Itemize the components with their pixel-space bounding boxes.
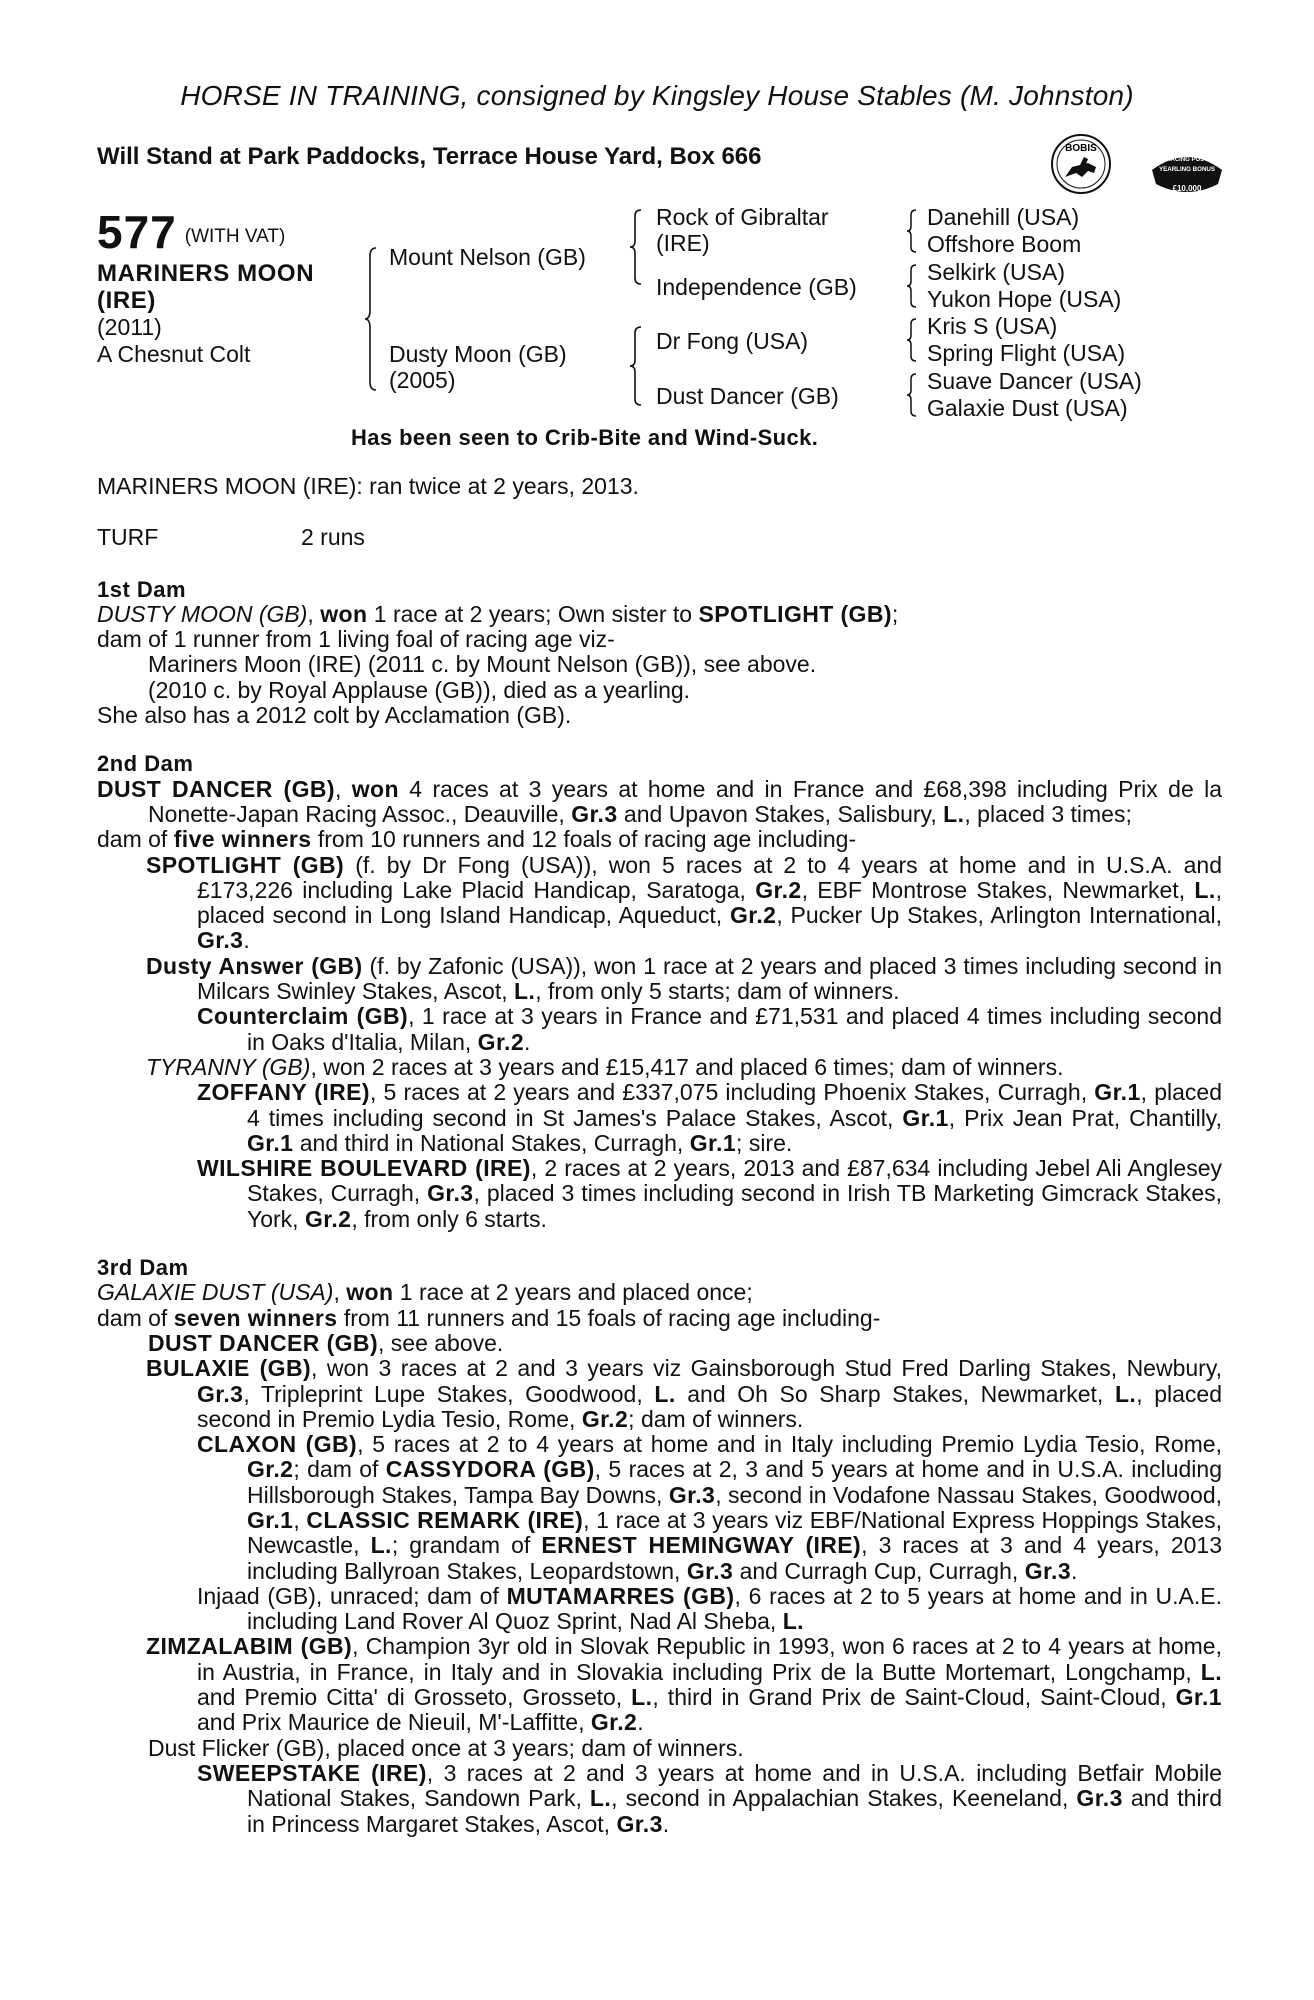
bobis-logo [1050, 133, 1112, 195]
bonus-logo-amount: £10,000 [1172, 184, 1202, 193]
text-segment: , Tripleprint Lupe Stakes, Goodwood, [243, 1380, 655, 1407]
bold-segment: won [346, 1279, 394, 1306]
bold-segment: Gr.2 [477, 1028, 525, 1055]
bold-segment: Gr.1 [689, 1129, 737, 1156]
bold-segment: Gr.1 [902, 1104, 949, 1131]
pedigree-brace-sire [629, 208, 643, 286]
text-segment: 1 race at 2 years and placed once; [393, 1279, 753, 1306]
text-segment: , placed 3 times including second in Irish TB Marketing Gimcrack Stakes, York, [247, 1180, 1223, 1232]
bold-segment: L. [1194, 876, 1216, 903]
text-segment: ; dam of [293, 1456, 386, 1483]
text-segment: and Oh So Sharp Stakes, Newmarket, [675, 1380, 1115, 1407]
bold-segment: Gr.3 [616, 1810, 663, 1837]
pedigree-brace-main [364, 246, 378, 392]
text-segment: , placed 3 times; [964, 800, 1132, 827]
text-segment: , third in Grand Prix de Saint-Cloud, Saint-Cloud, [652, 1684, 1176, 1711]
text-segment: and third in National Stakes, Curragh, [293, 1129, 690, 1156]
bold-segment: Gr.2 [304, 1205, 352, 1232]
bold-segment: CLASSIC REMARK (IRE) [306, 1506, 584, 1533]
italic-segment: TYRANNY (GB) [146, 1053, 311, 1080]
pedigree-sss: Danehill (USA) [927, 204, 1080, 230]
bold-segment: Dusty Answer (GB) [146, 952, 363, 979]
bold-segment: L. [654, 1380, 676, 1407]
text-segment: , Champion 3yr old in Slovak Republic in 1993, won 6 races at 2 to 4 years at home, in Austria, in France, in Italy and in Slovakia including Prix de la Butte Mortemart, Longchamp, [197, 1633, 1222, 1685]
text-segment: , Prix Jean Prat, Chantilly, [948, 1104, 1222, 1131]
text-segment: ; sire. [736, 1129, 793, 1156]
text-segment: (f. by Dr Fong (USA)), won 5 races at 2 to 4 years at home and in U.S.A. and £173,226 including Lake Placid Handicap, Saratoga, [197, 851, 1222, 903]
horse-description: A Chesnut Colt [97, 341, 251, 367]
entry-sweepstake [97, 1761, 1222, 1837]
second-dam-intro [97, 777, 1222, 828]
bold-segment: L. [1114, 1380, 1137, 1407]
text-segment: , second in Vodafone Nassau Stakes, Goodwood, [715, 1481, 1223, 1508]
pedigree-dam [389, 341, 567, 393]
vat-label: (WITH VAT) [184, 226, 286, 247]
bold-segment: Gr.3 [668, 1481, 716, 1508]
second-dam-produce [97, 827, 1222, 852]
lot-number: 577 [97, 206, 177, 258]
third-dam-heading: 3rd Dam [97, 1255, 189, 1281]
entry-spotlight [97, 853, 1222, 954]
entry-bulaxie [97, 1356, 1222, 1432]
text-segment: . [637, 1709, 644, 1736]
italic-segment: GALAXIE DUST (USA) [97, 1279, 334, 1306]
text-segment: , [333, 1279, 347, 1306]
text-segment: , [334, 775, 352, 802]
text-segment: , [293, 1506, 307, 1533]
third-dam-produce [97, 1306, 1222, 1331]
bold-segment: Gr.2 [755, 876, 802, 903]
pedigree-sdd: Yukon Hope (USA) [927, 286, 1122, 312]
text-segment: and third in Princess Margaret Stakes, Ascot, [247, 1785, 1222, 1837]
entry-counterclaim [97, 1004, 1222, 1055]
text-segment: . [662, 1810, 670, 1837]
bold-segment: seven winners [173, 1304, 338, 1331]
text-segment: (f. by Zafonic (USA)), won 1 race at 2 years and placed 3 times including second in Milcars Swinley Stakes, Ascot, [197, 952, 1223, 1005]
bonus-logo-mid: YEARLING BONUS [1158, 166, 1216, 173]
bold-segment: Gr.1 [247, 1506, 294, 1533]
pedigree-brace-dds [906, 372, 918, 418]
text-segment: , 3 races at 2 and 3 years at home and in U.S.A. including Betfair Mobile National Stakes, Sandown Park, [247, 1759, 1223, 1812]
pedigree-sire-sire [656, 204, 829, 256]
pedigree-brace-dam [629, 325, 643, 407]
text-segment: , placed second in Long Island Handicap, Aqueduct, [197, 876, 1223, 929]
pedigree-dam-name: Dusty Moon (GB) [389, 341, 567, 367]
vice-warning: Has been seen to Crib-Bite and Wind-Suck. [351, 425, 819, 450]
text-segment: , 6 races at 2 to 5 years at home and in U.A.E. including Land Rover Al Quoz Sprint, Nad Al Sheba, [247, 1582, 1222, 1635]
bold-segment: Gr.2 [581, 1405, 629, 1432]
third-dam-intro [97, 1280, 1222, 1305]
bold-segment: CLAXON (GB) [197, 1431, 358, 1458]
bold-segment: Gr.2 [590, 1709, 638, 1736]
bold-segment: Gr.3 [1076, 1785, 1123, 1812]
text-segment: , 3 races at 3 and 4 years, 2013 including Ballyroan Stakes, Leopardstown, [247, 1532, 1222, 1584]
text-segment: ; dam of winners. [628, 1405, 804, 1432]
text-segment: , won 3 races at 2 and 3 years viz Gainsborough Stud Fred Darling Stakes, Newbury, [311, 1355, 1222, 1382]
text-segment: dam of [97, 826, 174, 853]
bold-segment: CASSYDORA (GB) [385, 1456, 595, 1483]
bold-segment: L. [370, 1532, 392, 1559]
horse-name-line1: MARINERS MOON [97, 260, 315, 287]
bold-segment: Gr.3 [197, 927, 244, 954]
lot-heading [97, 205, 285, 259]
first-dam-text: 1 race at 2 years; Own sister to [367, 600, 699, 627]
text-segment: , from only 5 starts; dam of winners. [535, 978, 900, 1005]
pedigree-ss-line1: Rock of Gibraltar [656, 204, 829, 230]
pedigree-dam-dam: Dust Dancer (GB) [656, 383, 839, 409]
text-segment: , 1 race at 3 years in France and £71,531 and placed 4 times including second in Oaks d'Italia, Milan, [247, 1003, 1222, 1055]
pedigree-dam-sire: Dr Fong (USA) [656, 328, 809, 354]
pedigree-dds: Suave Dancer (USA) [927, 368, 1142, 394]
text-segment: . [524, 1028, 531, 1055]
bold-segment: five winners [173, 826, 312, 853]
first-dam-line: DUSTY MOON (GB), won 1 race at 2 years; Own sister to SPOTLIGHT (GB); [97, 600, 899, 627]
entry-zimzalabim [97, 1634, 1222, 1735]
bold-segment: Gr.3 [1024, 1557, 1072, 1584]
text-segment: , placed 4 times including second in St James's Palace Stakes, Ascot, [247, 1079, 1222, 1131]
text-segment: from 10 runners and 12 foals of racing age including- [311, 826, 857, 853]
catalogue-body [97, 474, 1222, 1837]
turf-runs: 2 runs [301, 524, 365, 551]
bold-segment: DUST DANCER (GB) [148, 1329, 378, 1356]
first-dam-foal-2010: (2010 c. by Royal Applause (GB)), died as a yearling. [148, 676, 691, 703]
turf-record [97, 525, 1222, 550]
bold-segment: MUTAMARRES (GB) [506, 1582, 735, 1609]
bold-segment: L. [782, 1608, 804, 1635]
pedigree-ss-line2: (IRE) [656, 230, 710, 256]
text-segment: from 11 runners and 15 foals of racing age including- [337, 1304, 881, 1331]
text-segment: , 1 race at 3 years viz EBF/National Express Hoppings Stakes, Newcastle, [247, 1506, 1223, 1559]
bold-segment: Gr.3 [686, 1557, 734, 1584]
text-segment: , see above. [378, 1329, 504, 1356]
first-dam-sibling: SPOTLIGHT (GB) [698, 600, 892, 627]
bold-segment: L. [631, 1684, 653, 1711]
entry-claxon [97, 1432, 1222, 1584]
bold-segment: L. [943, 800, 965, 827]
text-segment: , placed second in Premio Lydia Tesio, Rome, [197, 1380, 1222, 1432]
pedigree-sds: Selkirk (USA) [927, 259, 1066, 285]
foaling-year: (2011) [97, 314, 162, 340]
bold-segment: Gr.3 [571, 800, 618, 827]
yearling-bonus-logo [1148, 146, 1226, 200]
pedigree-dss: Kris S (USA) [927, 313, 1058, 339]
pedigree-brace-dss [906, 317, 918, 363]
text-segment: and Prix Maurice de Nieuil, M'-Laffitte, [197, 1709, 591, 1736]
bold-segment: Gr.2 [247, 1456, 294, 1483]
text-segment: , 2 races at 2 years, 2013 and £87,634 including Jebel Ali Anglesey Stakes, Curragh, [247, 1155, 1222, 1207]
first-dam-name: DUSTY MOON (GB) [97, 600, 308, 627]
bold-segment: Gr.1 [1094, 1079, 1141, 1106]
text-segment: , from only 6 starts. [351, 1205, 547, 1232]
bold-segment: ZOFFANY (IRE) [197, 1079, 370, 1106]
bold-segment: DUST DANCER (GB) [97, 775, 335, 802]
text-segment: , 5 races at 2 years and £337,075 including Phoenix Stakes, Curragh, [369, 1079, 1095, 1106]
text-segment: and Premio Citta' di Grosseto, Grosseto, [197, 1684, 632, 1711]
turf-label: TURF [97, 524, 159, 551]
entry-injaad [97, 1584, 1222, 1635]
first-dam-produce: dam of 1 runner from 1 living foal of racing age viz- [97, 626, 615, 653]
pedigree-brace-sds [906, 263, 918, 309]
text-segment: . [1071, 1557, 1078, 1584]
first-dam-won: won [320, 600, 368, 627]
text-segment: and Curragh Cup, Curragh, [733, 1557, 1025, 1584]
text-segment: . [243, 927, 250, 954]
consignor-header: HORSE IN TRAINING, consigned by Kingsley House Stables (M. Johnston) [180, 80, 1134, 111]
bold-segment: SPOTLIGHT (GB) [146, 851, 345, 878]
pedigree-sire-dam: Independence (GB) [656, 274, 857, 300]
bobis-logo-text: BOBIS [1065, 143, 1097, 154]
bold-segment: won [351, 775, 399, 802]
bold-segment: L. [514, 978, 536, 1005]
entry-wilshire-boulevard [97, 1156, 1222, 1232]
first-dam-foal-2011: Mariners Moon (IRE) (2011 c. by Mount Nelson (GB)), see above. [148, 651, 817, 678]
second-dam-heading: 2nd Dam [97, 751, 194, 777]
location-line: Will Stand at Park Paddocks, Terrace House Yard, Box 666 [97, 143, 762, 170]
race-summary: MARINERS MOON (IRE): ran twice at 2 years, 2013. [97, 473, 639, 499]
text-segment: and Upavon Stakes, Salisbury, [617, 800, 944, 827]
text-segment: Dust Flicker (GB), placed once at 3 years; dam of winners. [148, 1734, 744, 1761]
horse-info [97, 314, 250, 368]
bold-segment: BULAXIE (GB) [146, 1355, 312, 1382]
entry-zoffany [97, 1080, 1222, 1156]
horse-name [97, 260, 314, 314]
first-dam-foal-2012: She also has a 2012 colt by Acclamation (GB). [97, 702, 572, 729]
text-segment: dam of [97, 1304, 174, 1331]
text-segment: Injaad (GB), unraced; dam of [197, 1582, 507, 1609]
pedigree-brace-sss [906, 208, 918, 254]
bold-segment: L. [1200, 1658, 1222, 1685]
text-segment: , 5 races at 2 to 4 years at home and in Italy including Premio Lydia Tesio, Rome, [357, 1431, 1222, 1458]
bold-segment: ZIMZALABIM (GB) [146, 1633, 353, 1660]
text-segment: 4 races at 3 years at home and in France and £68,398 including Prix de la Nonette-Japan Racing Assoc., Deauville, [148, 775, 1223, 827]
pedigree-ssd: Offshore Boom [927, 231, 1082, 257]
bold-segment: Gr.2 [729, 902, 777, 929]
pedigree-dsd: Spring Flight (USA) [927, 340, 1126, 366]
entry-dust-dancer [97, 1331, 1222, 1356]
text-segment: , Pucker Up Stakes, Arlington International, [776, 902, 1222, 929]
bold-segment: Gr.3 [427, 1180, 474, 1207]
pedigree-sire: Mount Nelson (GB) [389, 244, 586, 270]
bold-segment: ERNEST HEMINGWAY (IRE) [541, 1532, 862, 1559]
text-segment: , 5 races at 2, 3 and 5 years at home and in U.S.A. including Hillsborough Stakes, Tampa Bay Downs, [247, 1456, 1222, 1508]
bold-segment: Gr.3 [197, 1380, 244, 1407]
bold-segment: Gr.1 [1175, 1684, 1222, 1711]
entry-dusty-answer [97, 954, 1222, 1005]
horse-name-line2: (IRE) [97, 287, 156, 314]
first-dam-end: ; [891, 600, 899, 627]
bonus-logo-top: RACING POST [1166, 157, 1208, 163]
bold-segment: SWEEPSTAKE (IRE) [197, 1759, 427, 1786]
text-segment: , EBF Montrose Stakes, Newmarket, [801, 876, 1195, 903]
entry-dust-flicker [97, 1736, 1222, 1761]
text-segment: , won 2 races at 3 years and £15,417 and placed 6 times; dam of winners. [310, 1053, 1064, 1080]
bold-segment: Gr.1 [247, 1129, 294, 1156]
bold-segment: WILSHIRE BOULEVARD (IRE) [197, 1155, 531, 1182]
bold-segment: L. [589, 1785, 612, 1812]
bold-segment: Counterclaim (GB) [197, 1003, 409, 1030]
first-dam-heading: 1st Dam [97, 576, 187, 602]
text-segment: ; grandam of [391, 1532, 542, 1559]
pedigree-dam-year: (2005) [389, 367, 456, 393]
pedigree-ddd: Galaxie Dust (USA) [927, 395, 1128, 421]
entry-tyranny [97, 1055, 1222, 1080]
text-segment: , second in Appalachian Stakes, Keeneland, [611, 1785, 1077, 1812]
